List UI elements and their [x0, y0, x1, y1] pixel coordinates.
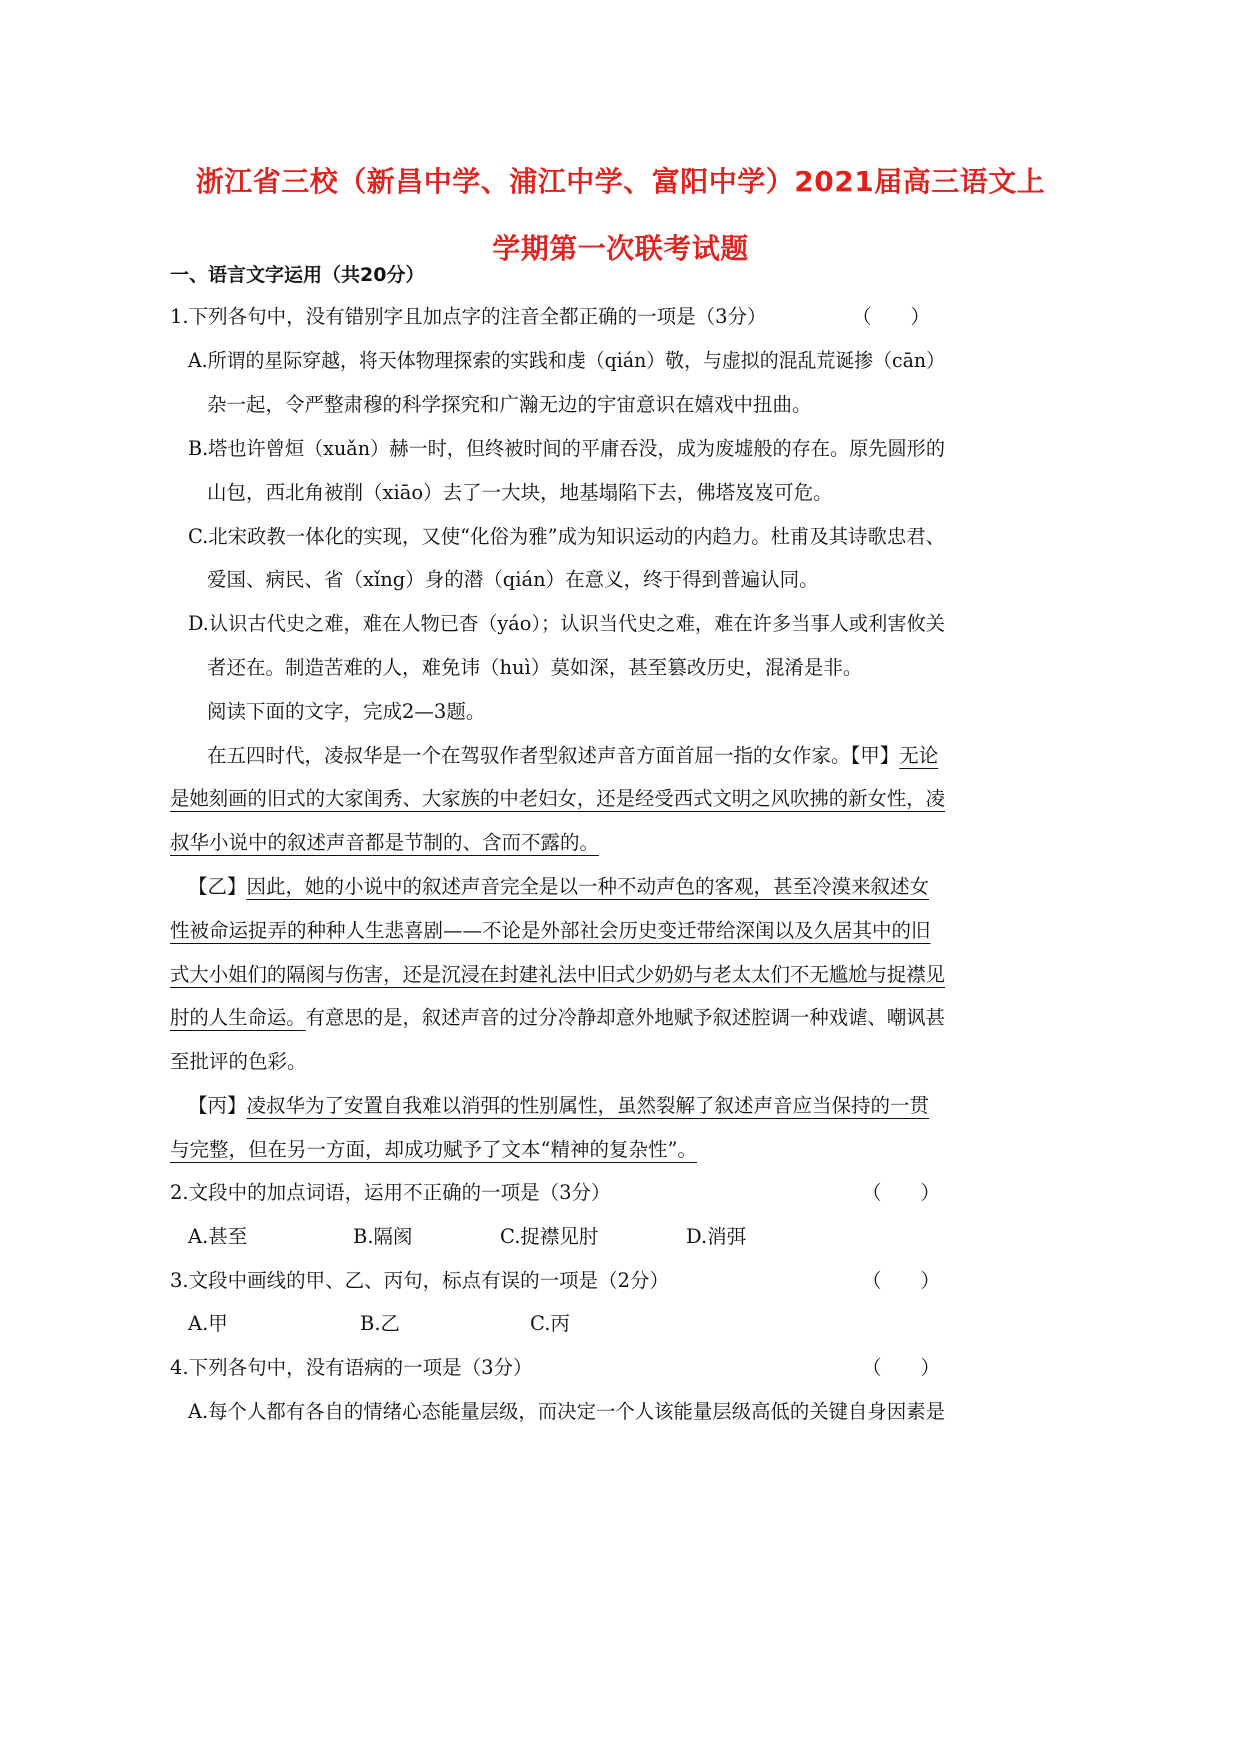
sentence-jia-line-3: 叔华小说中的叙述声音都是节制的、含而不露的。 — [170, 831, 600, 854]
sentence-yi-line-3: 式大小姐们的隔阂与伤害，还是沉浸在封建礼法中旧式少奶奶与老太太们不无尴尬与捉襟见 — [170, 963, 945, 986]
q2-option-d: D.消弭 — [686, 1225, 747, 1248]
marker-yi: 【乙】 — [188, 875, 247, 898]
sentence-jia-start: 无论 — [899, 744, 939, 767]
sentence-yi-start: 因此，她的小说中的叙述声音完全是以一种不动声色的客观，甚至冷漠来叙述女 — [246, 875, 930, 898]
sentence-yi-end: 肘的人生命运。 — [170, 1006, 306, 1029]
question-1-answer-blank: （ ） — [852, 305, 931, 328]
marker-bing: 【丙】 — [188, 1094, 247, 1117]
sentence-jia-line-2: 是她刻画的旧式的大家闺秀、大家族的中老妇女，还是经受西式文明之风吹拂的新女性，凌 — [170, 787, 945, 810]
document-title-line-2: 学期第一次联考试题 — [492, 232, 749, 265]
q1-option-a-line-2: 杂一起，令严整肃穆的科学探究和广瀚无边的宇宙意识在嬉戏中扭曲。 — [207, 393, 812, 416]
section-heading: 一、语言文字运用（共20分） — [170, 264, 425, 286]
question-2-stem: 2.文段中的加点词语，运用不正确的一项是（3分） — [170, 1181, 611, 1204]
q2-option-a: A.甚至 — [188, 1225, 248, 1248]
q1-option-b-line-2: 山包，西北角被削（xiāo）去了一大块，地基塌陷下去，佛塔岌岌可危。 — [207, 481, 833, 504]
passage-p3-line-1 — [188, 1093, 929, 1119]
question-2-answer-blank: （ ） — [862, 1181, 941, 1204]
passage-p2-rest: 有意思的是，叙述声音的过分冷静却意外地赋予叙述腔调一种戏谑、嘲讽甚 — [305, 1006, 945, 1029]
question-3-answer-blank: （ ） — [862, 1269, 941, 1292]
q3-option-a: A.甲 — [188, 1312, 228, 1335]
q2-option-c: C.捉襟见肘 — [500, 1225, 599, 1248]
q1-option-d-line-2: 者还在。制造苦难的人，难免讳（huì）莫如深，甚至篡改历史，混淆是非。 — [207, 656, 863, 679]
q1-option-c-line-2: 爱国、病民、省（xǐng）身的潜（qián）在意义，终于得到普遍认同。 — [207, 568, 819, 591]
document-title-line-1: 浙江省三校（新昌中学、浦江中学、富阳中学）2021届高三语文上 — [195, 165, 1046, 198]
question-1-stem: 1.下列各句中，没有错别字且加点字的注音全都正确的一项是（3分） — [170, 305, 767, 328]
q1-option-c-line-1: C.北宋政教一体化的实现，又使“化俗为雅”成为知识运动的内趋力。杜甫及其诗歌忠君、 — [188, 525, 945, 548]
passage-p1-text: 在五四时代，凌叔华是一个在驾驭作者型叙述声音方面首屈一指的女作家。【甲】 — [207, 744, 900, 767]
q2-option-b: B.隔阂 — [353, 1225, 413, 1248]
sentence-bing-line-2: 与完整，但在另一方面，却成功赋予了文本“精神的复杂性”。 — [170, 1138, 697, 1161]
passage-p2-line-5: 至批评的色彩。 — [170, 1050, 307, 1073]
q1-option-d-line-1: D.认识古代史之难，难在人物已杳（yáo）；认识当代史之难，难在许多当事人或利害攸关 — [188, 612, 945, 635]
passage-p1-line-1 — [207, 743, 938, 769]
question-4-answer-blank: （ ） — [862, 1356, 941, 1379]
q3-option-b: B.乙 — [360, 1312, 401, 1335]
passage-p2-line-1 — [188, 874, 929, 900]
reading-instruction: 阅读下面的文字，完成2—3题。 — [207, 700, 486, 723]
question-4-stem: 4.下列各句中，没有语病的一项是（3分） — [170, 1356, 533, 1379]
q1-option-a-line-1: A.所谓的星际穿越，将天体物理探索的实践和虔（qián）敬，与虚拟的混乱荒诞掺（cān） — [188, 349, 945, 372]
question-3-stem: 3.文段中画线的甲、乙、丙句，标点有误的一项是（2分） — [170, 1269, 670, 1292]
q4-option-a-line-1: A.每个人都有各自的情绪心态能量层级，而决定一个人该能量层级高低的关键自身因素是 — [188, 1400, 945, 1423]
q1-option-b-line-1: B.塔也许曾烜（xuǎn）赫一时，但终被时间的平庸吞没，成为废墟般的存在。原先圆形的 — [188, 437, 945, 460]
sentence-yi-line-2: 性被命运捉弄的种种人生悲喜剧——不论是外部社会历史变迁带给深闺以及久居其中的旧 — [170, 919, 931, 942]
q3-option-c: C.丙 — [530, 1312, 570, 1335]
passage-p2-line-4 — [170, 1005, 945, 1031]
sentence-bing-start: 凌叔华为了安置自我难以消弭的性别属性，虽然裂解了叙述声音应当保持的一贯 — [246, 1094, 930, 1117]
